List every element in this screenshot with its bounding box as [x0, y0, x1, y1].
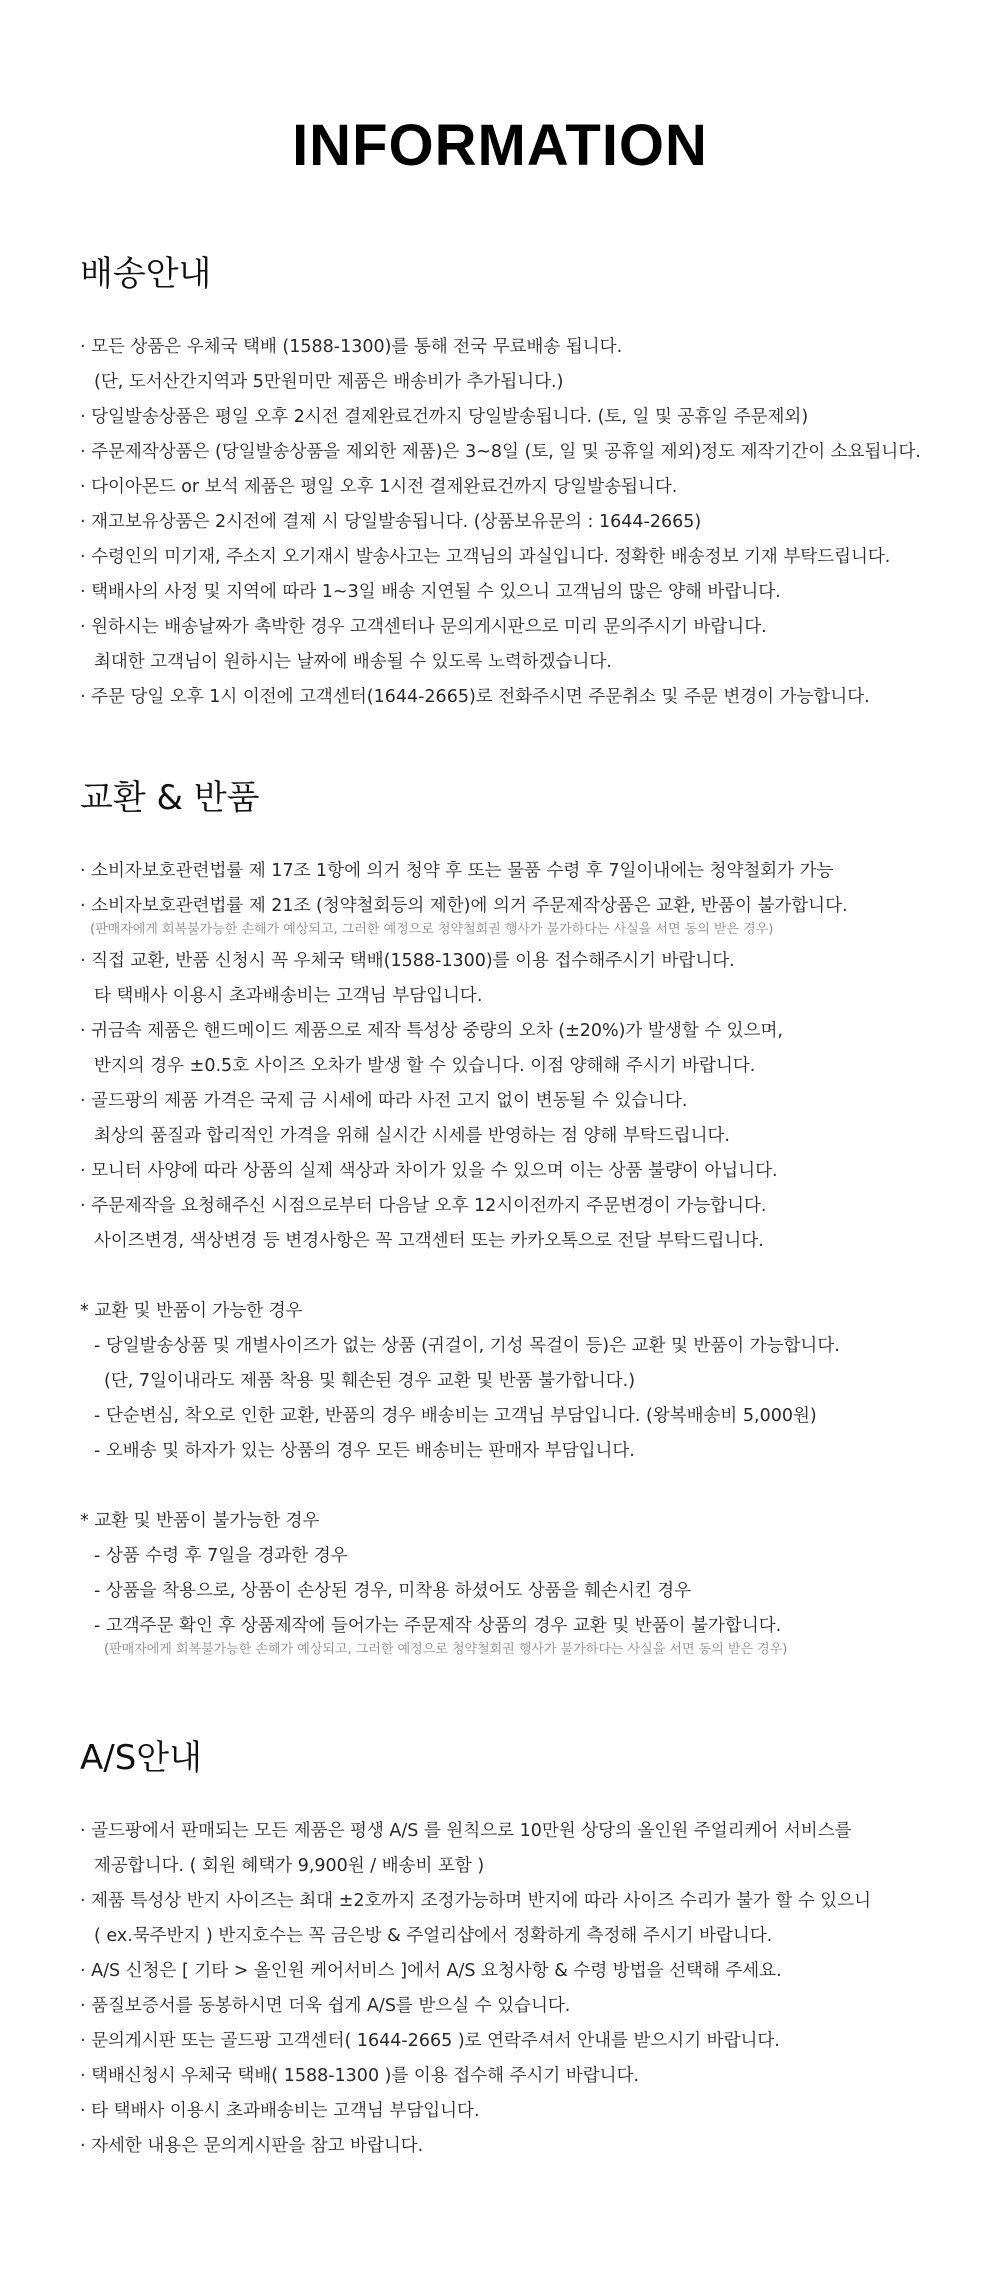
list-item: · 다이아몬드 or 보석 제품은 평일 오후 1시전 결제완료건까지 당일발송됩니다.	[80, 477, 678, 497]
list-item: · 골드팡에서 판매되는 모든 제품은 평생 A/S 를 원칙으로 10만원 상당의 올인원 주얼리케어 서비스를	[80, 1821, 852, 1841]
list-item: (단, 7일이내라도 제품 착용 및 훼손된 경우 교환 및 반품 불가합니다.)	[104, 1371, 636, 1391]
section-heading: 배송안내	[80, 254, 212, 294]
shipping-info-section	[80, 254, 960, 715]
list-item: - 상품을 착용으로, 상품이 손상된 경우, 미착용 하셨어도 상품을 훼손시킨 경우	[94, 1581, 692, 1601]
list-item: · 골드팡의 제품 가격은 국제 금 시세에 따라 사전 고지 없이 변동될 수 있습니다.	[80, 1091, 688, 1111]
list-item: · 귀금속 제품은 핸드메이드 제품으로 제작 특성상 중량의 오차 (±20%)가 발생할 수 있으며,	[80, 1021, 783, 1041]
list-item: - 상품 수령 후 7일을 경과한 경우	[94, 1546, 348, 1566]
list-item: · 타 택배사 이용시 초과배송비는 고객님 부담입니다.	[80, 2101, 480, 2121]
list-item: · 품질보증서를 동봉하시면 더욱 쉽게 A/S를 받으실 수 있습니다.	[80, 1996, 571, 2016]
list-item: · 모든 상품은 우체국 택배 (1588-1300)를 통해 전국 무료배송 됩니다.	[80, 337, 623, 357]
list-item: 타 택배사 이용시 초과배송비는 고객님 부담입니다.	[94, 986, 483, 1006]
list-item: · 모니터 사양에 따라 상품의 실제 색상과 차이가 있을 수 있으며 이는 상품 불량이 아닙니다.	[80, 1161, 778, 1181]
footnote-text: (판매자에게 회복불가능한 손해가 예상되고, 그러한 예정으로 청약철회권 행사가 불가하다는 사실을 서면 동의 받은 경우)	[104, 1642, 788, 1657]
spacer	[80, 1469, 960, 1504]
list-item: · 자세한 내용은 문의게시판을 참고 바랍니다.	[80, 2136, 424, 2156]
list-item: · 당일발송상품은 평일 오후 2시전 결제완료건까지 당일발송됩니다. (토, 일 및 공휴일 주문제외)	[80, 407, 809, 427]
list-item: · 소비자보호관련법률 제 17조 1항에 의거 청약 후 또는 물품 수령 후 7일이내에는 청약철회가 가능	[80, 861, 834, 881]
list-item: - 당일발송상품 및 개별사이즈가 없는 상품 (귀걸이, 기성 목걸이 등)은 교환 및 반품이 가능합니다.	[94, 1336, 840, 1356]
section-heading: 교환 & 반품	[80, 778, 260, 818]
list-item: 사이즈변경, 색상변경 등 변경사항은 꼭 고객센터 또는 카카오톡으로 전달 부탁드립니다.	[94, 1231, 764, 1251]
list-item: · A/S 신청은 [ 기타 > 올인원 케어서비스 ]에서 A/S 요청사항 & 수령 방법을 선택해 주세요.	[80, 1961, 782, 1981]
list-item: - 단순변심, 착오로 인한 교환, 반품의 경우 배송비는 고객님 부담입니다. (왕복배송비 5,000원)	[94, 1406, 817, 1426]
as-info-list	[80, 1814, 960, 2164]
list-item: ( ex.묵주반지 ) 반지호수는 꼭 금은방 & 주얼리샵에서 정확하게 측정해 주시기 바랍니다.	[94, 1926, 773, 1946]
list-item: · 주문제작상품은 (당일발송상품을 제외한 제품)은 3~8일 (토, 일 및 공휴일 제외)정도 제작기간이 소요됩니다.	[80, 442, 921, 462]
list-item: · 택배신청시 우체국 택배( 1588-1300 )를 이용 접수해 주시기 바랍니다.	[80, 2066, 640, 2086]
list-item: (단, 도서산간지역과 5만원미만 제품은 배송비가 추가됩니다.)	[94, 372, 564, 392]
exchange-return-section	[80, 778, 960, 1660]
list-item: 제공합니다. ( 회원 혜택가 9,900원 / 배송비 포함 )	[94, 1856, 485, 1876]
spacer	[80, 1259, 960, 1294]
list-item: · 직접 교환, 반품 신청시 꼭 우체국 택배(1588-1300)를 이용 접수해주시기 바랍니다.	[80, 951, 735, 971]
footnote-text: (판매자에게 회복불가능한 손해가 예상되고, 그러한 예정으로 청약철회권 행사가 불가하다는 사실을 서면 동의 받은 경우)	[90, 922, 774, 937]
shipping-info-list	[80, 330, 960, 715]
list-item: - 고객주문 확인 후 상품제작에 들어가는 주문제작 상품의 경우 교환 및 반품이 불가합니다.	[94, 1616, 782, 1636]
list-item: · 재고보유상품은 2시전에 결제 시 당일발송됩니다. (상품보유문의 : 1644-2665)	[80, 512, 702, 532]
list-item: · 원하시는 배송날짜가 촉박한 경우 고객센터나 문의게시판으로 미리 문의주시기 바랍니다.	[80, 617, 767, 637]
list-item: · 주문제작을 요청해주신 시점으로부터 다음날 오후 12시이전까지 주문변경이 가능합니다.	[80, 1196, 767, 1216]
list-item: · 수령인의 미기재, 주소지 오기재시 발송사고는 고객님의 과실입니다. 정확한 배송정보 기재 부탁드립니다.	[80, 547, 891, 567]
list-item: · 문의게시판 또는 골드팡 고객센터( 1644-2665 )로 연락주셔서 안내를 받으시기 바랍니다.	[80, 2031, 780, 2051]
list-item: · 소비자보호관련법률 제 21조 (청약철회등의 제한)에 의거 주문제작상품은 교환, 반품이 불가합니다.	[80, 896, 848, 916]
list-item: * 교환 및 반품이 가능한 경우	[80, 1301, 303, 1321]
list-item: · 제품 특성상 반지 사이즈는 최대 ±2호까지 조정가능하며 반지에 따라 사이즈 수리가 불가 할 수 있으니	[80, 1891, 871, 1911]
list-item: 반지의 경우 ±0.5호 사이즈 오차가 발생 할 수 있습니다. 이점 양해해 주시기 바랍니다.	[94, 1056, 756, 1076]
list-item: * 교환 및 반품이 불가능한 경우	[80, 1511, 320, 1531]
list-item: · 주문 당일 오후 1시 이전에 고객센터(1644-2665)로 전화주시면 주문취소 및 주문 변경이 가능합니다.	[80, 687, 870, 707]
list-item: 최상의 품질과 합리적인 가격을 위해 실시간 시세를 반영하는 점 양해 부탁드립니다.	[94, 1126, 730, 1146]
page-title: INFORMATION	[292, 113, 708, 178]
section-heading: A/S안내	[80, 1738, 202, 1778]
list-item: - 오배송 및 하자가 있는 상품의 경우 모든 배송비는 판매자 부담입니다.	[94, 1441, 635, 1461]
list-item: · 택배사의 사정 및 지역에 따라 1~3일 배송 지연될 수 있으니 고객님의 많은 양해 바랍니다.	[80, 582, 781, 602]
as-info-section	[80, 1738, 960, 2164]
exchange-return-list	[80, 854, 960, 1660]
list-item: 최대한 고객님이 원하시는 날짜에 배송될 수 있도록 노력하겠습니다.	[94, 652, 612, 672]
